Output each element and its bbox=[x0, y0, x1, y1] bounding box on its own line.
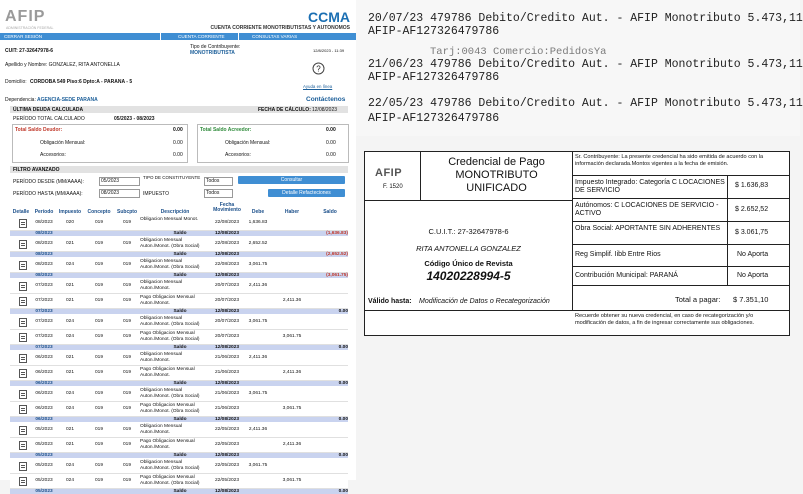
help-icon[interactable] bbox=[312, 62, 325, 75]
header-concepto: Concepto bbox=[87, 209, 111, 215]
ccma-header bbox=[0, 0, 356, 32]
item-iibb: Reg Simplif. Iibb Entre Rios bbox=[575, 251, 661, 258]
document-icon[interactable] bbox=[19, 477, 27, 486]
impuesto-cell: 021 bbox=[65, 298, 74, 303]
statement-line: 21/06/23 479786 Debito/Credito Aut. - AFIP Monotributo 5.473,11 bbox=[368, 58, 803, 71]
impuesto-cell: 024 bbox=[65, 319, 74, 324]
subcpto-cell: 019 bbox=[122, 406, 131, 411]
oblig-right-value: 0.00 bbox=[326, 140, 336, 146]
saldo-label: Saldo bbox=[173, 381, 187, 386]
saldo-label: Saldo bbox=[173, 417, 187, 422]
debe-cell: 2,411.36 bbox=[248, 427, 268, 432]
credencial-cuit: C.U.I.T.: 27-32647978-6 bbox=[428, 227, 509, 236]
consultar-button[interactable]: Consultar bbox=[238, 176, 345, 184]
fecha-cell: 22/08/2023 bbox=[214, 262, 239, 267]
concepto-cell: 019 bbox=[94, 241, 103, 246]
concepto-cell: 019 bbox=[94, 427, 103, 432]
fecha-cell: 22/08/2023 bbox=[214, 241, 239, 246]
desde-label: PERÍODO DESDE (MM/AAAA): bbox=[13, 179, 84, 185]
tab-cuenta-corriente[interactable]: CUENTA CORRIENTE bbox=[178, 34, 225, 39]
detalle-refacteciones-button[interactable]: Detalle Refacteciones bbox=[268, 189, 345, 197]
saldo-value: 0.00 bbox=[338, 489, 348, 494]
descripcion-cell: Pago Obligacion Mensual Auton./Monot. bbox=[140, 439, 195, 450]
saldo-row bbox=[10, 252, 348, 257]
period-cell: 06/2023 bbox=[35, 391, 53, 396]
haber-cell: 2,411.36 bbox=[282, 298, 302, 303]
subcpto-cell: 019 bbox=[122, 319, 131, 324]
oblig-left-label: Obligación Mensual: bbox=[40, 140, 86, 146]
filtro-bar bbox=[10, 166, 348, 173]
credencial-afip-logo: AFIP bbox=[375, 167, 403, 179]
table-row bbox=[10, 258, 348, 273]
saldo-deudor-value: 0.00 bbox=[173, 127, 183, 133]
haber-cell: 3,061.75 bbox=[282, 334, 302, 339]
descripcion-cell: Pago Obligacion Mensual Auton./Monot. (Obra Social) bbox=[140, 475, 200, 486]
fecha-cell: 21/06/2023 bbox=[214, 391, 239, 396]
concepto-cell: 019 bbox=[94, 298, 103, 303]
subcpto-cell: 019 bbox=[122, 220, 131, 225]
acces-left-label: Accesorios: bbox=[40, 152, 66, 158]
table-row bbox=[10, 237, 348, 252]
saldo-label: Saldo bbox=[173, 453, 187, 458]
statement-line: AFIP-AF127326479786 bbox=[368, 25, 500, 38]
item-autonomos-value: $ 2.652,52 bbox=[735, 206, 769, 213]
concepto-cell: 019 bbox=[94, 334, 103, 339]
saldo-value: 0.00 bbox=[338, 453, 348, 458]
saldo-fecha: 12/08/2023 bbox=[214, 273, 239, 278]
debe-cell: 3,061.75 bbox=[248, 391, 268, 396]
impuesto-cell: 024 bbox=[65, 391, 74, 396]
table-row bbox=[10, 387, 348, 402]
table-row bbox=[10, 216, 348, 231]
descripcion-cell: Pago Obligacion Mensual Auton./Monot. bbox=[140, 295, 195, 306]
period-cell: 08/2023 bbox=[35, 241, 53, 246]
hasta-input[interactable]: 08/2023 bbox=[99, 189, 140, 198]
fecha-cell: 20/07/2023 bbox=[214, 334, 239, 339]
statement-line: AFIP-AF127326479786 bbox=[368, 71, 500, 84]
fecha-calculo-label: FECHA DE CÁLCULO: bbox=[258, 107, 311, 113]
debe-cell: 2,411.36 bbox=[248, 283, 268, 288]
oblig-right-label: Obligación Mensual: bbox=[225, 140, 271, 146]
concepto-cell: 019 bbox=[94, 478, 103, 483]
table-row bbox=[10, 423, 348, 438]
credencial-footer: Recuerde obtener su nueva credencial, en caso de recategorización y/o modificación de datos, a fin de ingresar correctamente sus obligaciones. bbox=[575, 313, 755, 326]
impuesto-select-value: Todos bbox=[206, 190, 220, 196]
saldo-period: 07/2023 bbox=[35, 309, 53, 314]
document-icon[interactable] bbox=[19, 240, 27, 249]
bank-statement-photo bbox=[356, 0, 803, 136]
fecha-cell: 22/08/2023 bbox=[214, 220, 239, 225]
impuesto-cell: 024 bbox=[65, 478, 74, 483]
impuesto-cell: 021 bbox=[65, 442, 74, 447]
saldo-row bbox=[10, 453, 348, 458]
table-row bbox=[10, 294, 348, 309]
saldo-period: 08/2023 bbox=[35, 231, 53, 236]
fecha-cell: 20/07/2023 bbox=[214, 283, 239, 288]
document-icon[interactable] bbox=[19, 297, 27, 306]
subcpto-cell: 019 bbox=[122, 262, 131, 267]
saldo-label: Saldo bbox=[173, 252, 187, 257]
saldo-period: 07/2023 bbox=[35, 345, 53, 350]
fecha-cell: 21/06/2023 bbox=[214, 370, 239, 375]
item-impuesto-integrado: Impuesto Integrado: Categoría C LOCACIONES DE SERVICIO bbox=[575, 179, 725, 194]
saldo-value: (3,061.75) bbox=[326, 273, 348, 278]
saldo-acreedor-label: Total Saldo Acreedor: bbox=[200, 127, 252, 133]
help-link[interactable]: Ayuda en línea bbox=[303, 84, 333, 89]
ultima-deuda-label: ÚLTIMA DEUDA CALCULADA bbox=[13, 107, 84, 113]
debe-cell: 3,061.75 bbox=[248, 262, 268, 267]
fecha-calculo-value: 12/08/2023 bbox=[312, 107, 338, 113]
saldo-fecha: 12/08/2023 bbox=[214, 252, 239, 257]
period-cell: 08/2023 bbox=[35, 220, 53, 225]
period-cell: 07/2023 bbox=[35, 283, 53, 288]
subcpto-cell: 019 bbox=[122, 334, 131, 339]
document-icon[interactable] bbox=[19, 426, 27, 435]
subcpto-cell: 019 bbox=[122, 298, 131, 303]
header-fecha: Fecha Movimiento bbox=[213, 202, 241, 213]
descripcion-cell: Obligacion Mensual Auton./Monot. bbox=[140, 280, 183, 291]
table-row bbox=[10, 330, 348, 345]
item-autonomos: Autónomos: C LOCACIONES DE SERVICIO - ACTIVO bbox=[575, 202, 719, 217]
fecha-cell: 20/07/2023 bbox=[214, 319, 239, 324]
cuit-label: CUIT: 27-32647978-6 bbox=[5, 48, 54, 54]
credencial-nombre: RITA ANTONELLA GONZALEZ bbox=[416, 244, 521, 253]
subcpto-cell: 019 bbox=[122, 442, 131, 447]
dependencia-value: AGENCIA-SEDE PARANA bbox=[37, 97, 98, 103]
document-icon[interactable] bbox=[19, 354, 27, 363]
saldo-period: 05/2023 bbox=[35, 453, 53, 458]
debe-cell: 3,061.75 bbox=[248, 463, 268, 468]
impuesto-cell: 021 bbox=[65, 241, 74, 246]
saldo-value: 0.00 bbox=[338, 381, 348, 386]
total-value: $ 7.351,10 bbox=[733, 295, 769, 304]
statement-line: AFIP-AF127326479786 bbox=[368, 112, 500, 125]
debe-cell: 2,652.52 bbox=[248, 241, 268, 246]
saldo-row bbox=[10, 273, 348, 278]
table-row bbox=[10, 459, 348, 474]
descripcion-cell: Pago Obligacion Mensual Auton./Monot. (Obra Social) bbox=[140, 331, 200, 342]
concepto-cell: 019 bbox=[94, 442, 103, 447]
header-haber: Haber bbox=[284, 209, 300, 215]
ccma-subtitle: CUENTA CORRIENTE MONOTRIBUTISTAS Y AUTONOMOS bbox=[210, 25, 350, 31]
subcpto-cell: 019 bbox=[122, 427, 131, 432]
top-nav-bar bbox=[0, 33, 356, 40]
table-row bbox=[10, 279, 348, 294]
descripcion-cell: Obligacion Mensual Auton./Monot. (Obra Social) bbox=[140, 388, 200, 399]
haber-cell: 2,411.36 bbox=[282, 370, 302, 375]
saldo-label: Saldo bbox=[173, 309, 187, 314]
ccma-panel bbox=[0, 0, 356, 494]
domicilio-value: CORDOBA 549 Piso:6 Dpto:A - PARANA - 5 bbox=[30, 79, 133, 85]
fecha-cell: 20/07/2023 bbox=[214, 298, 239, 303]
period-cell: 06/2023 bbox=[35, 406, 53, 411]
fecha-cell: 21/06/2023 bbox=[214, 406, 239, 411]
saldo-value: (2,652.52) bbox=[326, 252, 348, 257]
descripcion-cell: Obligacion Mensual Monot. bbox=[140, 217, 199, 222]
item-iibb-value: No Aporta bbox=[737, 251, 769, 258]
table-row bbox=[10, 438, 348, 453]
impuesto-filter-label: IMPUESTO bbox=[143, 191, 170, 197]
header-subcpto: Subcpto bbox=[117, 209, 137, 215]
svg-text:?: ? bbox=[316, 64, 321, 74]
tipo-constituyente-select[interactable] bbox=[204, 177, 233, 186]
debe-cell: 1,636.83 bbox=[248, 220, 268, 225]
debe-cell: 2,411.36 bbox=[248, 355, 268, 360]
hasta-label: PERÍODO HASTA (MM/AAAA): bbox=[13, 191, 83, 197]
concepto-cell: 019 bbox=[94, 355, 103, 360]
contactenos-link[interactable]: Contáctenos bbox=[306, 96, 346, 103]
period-cell: 08/2023 bbox=[35, 262, 53, 267]
subcpto-cell: 019 bbox=[122, 463, 131, 468]
impuesto-select[interactable] bbox=[204, 189, 233, 198]
periodo-total-value: 05/2023 - 08/2023 bbox=[114, 116, 155, 122]
document-icon[interactable] bbox=[19, 219, 27, 228]
statement-line: 20/07/23 479786 Debito/Credito Aut. - AFIP Monotributo 5.473,11 bbox=[368, 12, 803, 25]
haber-cell: 2,411.36 bbox=[282, 442, 302, 447]
concepto-cell: 019 bbox=[94, 370, 103, 375]
domicilio-label: Domicilio: bbox=[5, 79, 27, 85]
saldo-row bbox=[10, 345, 348, 350]
codigo-unico-value: 14020228994-5 bbox=[426, 269, 511, 283]
impuesto-cell: 020 bbox=[65, 220, 74, 225]
document-icon[interactable] bbox=[19, 369, 27, 378]
concepto-cell: 019 bbox=[94, 220, 103, 225]
concepto-cell: 019 bbox=[94, 463, 103, 468]
ccma-title: CCMA bbox=[308, 9, 350, 25]
item-obra-social: Obra Social: APORTANTE SIN ADHERENTES bbox=[575, 225, 721, 232]
saldo-deudor-label: Total Saldo Deudor: bbox=[15, 127, 63, 133]
descripcion-cell: Obligacion Mensual Auton./Monot. bbox=[140, 424, 183, 435]
document-icon[interactable] bbox=[19, 282, 27, 291]
saldo-fecha: 12/08/2023 bbox=[214, 309, 239, 314]
saldo-row bbox=[10, 381, 348, 386]
saldo-row bbox=[10, 417, 348, 422]
acces-right-label: Accesorios: bbox=[225, 152, 251, 158]
document-icon[interactable] bbox=[19, 261, 27, 270]
period-cell: 07/2023 bbox=[35, 334, 53, 339]
table-row bbox=[10, 351, 348, 366]
impuesto-cell: 024 bbox=[65, 334, 74, 339]
descripcion-cell: Obligacion Mensual Auton./Monot. (Obra Social) bbox=[140, 460, 200, 471]
descripcion-cell: Obligacion Mensual Auton./Monot. (Obra Social) bbox=[140, 259, 200, 270]
saldo-label: Saldo bbox=[173, 489, 187, 494]
logout-link[interactable]: CERRAR SESIÓN bbox=[4, 34, 43, 39]
tipo-select-value: Todos bbox=[206, 178, 220, 184]
tab-consultas-varias[interactable]: CONSULTAS VARIAS bbox=[252, 34, 298, 39]
period-cell: 05/2023 bbox=[35, 442, 53, 447]
saldo-label: Saldo bbox=[173, 273, 187, 278]
document-icon[interactable] bbox=[19, 333, 27, 342]
document-icon[interactable] bbox=[19, 318, 27, 327]
credencial-nota: Sr. Contribuyente: La presente credencial ha sido emitida de acuerdo con la información declarada.Montos vigentes a la fecha de emisión. bbox=[575, 154, 764, 167]
document-icon[interactable] bbox=[19, 405, 27, 414]
codigo-unico-label: Código Único de Revista bbox=[424, 259, 513, 268]
period-cell: 05/2023 bbox=[35, 478, 53, 483]
saldo-row bbox=[10, 231, 348, 236]
credencial-de-pago bbox=[364, 151, 790, 336]
table-row bbox=[10, 315, 348, 330]
subcpto-cell: 019 bbox=[122, 283, 131, 288]
impuesto-cell: 021 bbox=[65, 355, 74, 360]
saldo-value: 0.00 bbox=[338, 345, 348, 350]
saldo-label: Saldo bbox=[173, 231, 187, 236]
debe-cell: 3,061.75 bbox=[248, 319, 268, 324]
subcpto-cell: 019 bbox=[122, 355, 131, 360]
header-debe: Debe bbox=[251, 209, 265, 215]
descripcion-cell: Pago Obligacion Mensual Auton./Monot. bbox=[140, 367, 195, 378]
descripcion-cell: Obligacion Mensual Auton./Monot. (Obra Social) bbox=[140, 238, 200, 249]
valido-label: Válido hasta: bbox=[368, 298, 412, 305]
tipo-contribuyente-label: Tipo de Contribuyente: bbox=[190, 44, 241, 50]
periodo-total-label: PERÍODO TOTAL CALCULADO bbox=[13, 116, 85, 122]
saldo-period: 06/2023 bbox=[35, 381, 53, 386]
concepto-cell: 019 bbox=[94, 319, 103, 324]
credencial-title-1: Credencial de Pago bbox=[448, 156, 545, 168]
saldo-value: 0.00 bbox=[338, 309, 348, 314]
saldo-fecha: 12/08/2023 bbox=[214, 381, 239, 386]
haber-cell: 3,061.75 bbox=[282, 478, 302, 483]
session-datetime: 12/8/2023 - 11:39 bbox=[313, 48, 345, 53]
fecha-cell: 21/06/2023 bbox=[214, 355, 239, 360]
oblig-left-value: 0.00 bbox=[173, 140, 183, 146]
statement-line: Tarj:0043 Comercio:PedidosYa bbox=[430, 46, 607, 58]
table-row bbox=[10, 474, 348, 489]
header-descripcion: Descripción bbox=[160, 209, 190, 215]
saldo-fecha: 12/08/2023 bbox=[214, 417, 239, 422]
period-cell: 06/2023 bbox=[35, 370, 53, 375]
descripcion-cell: Pago Obligacion Mensual Auton./Monot. (Obra Social) bbox=[140, 403, 200, 414]
period-cell: 05/2023 bbox=[35, 463, 53, 468]
fecha-cell: 22/05/2023 bbox=[214, 427, 239, 432]
subcpto-cell: 019 bbox=[122, 241, 131, 246]
table-row bbox=[10, 402, 348, 417]
afip-logo: AFIP bbox=[5, 8, 46, 25]
document-icon[interactable] bbox=[19, 390, 27, 399]
item-obra-social-value: $ 3.061,75 bbox=[735, 229, 769, 236]
saldo-acreedor-value: 0.00 bbox=[326, 127, 336, 133]
statement-line: 22/05/23 479786 Debito/Credito Aut. - AFIP Monotributo 5.473,11 bbox=[368, 97, 803, 110]
haber-cell: 3,061.75 bbox=[282, 406, 302, 411]
saldo-period: 05/2023 bbox=[35, 489, 53, 494]
valido-value: Modificación de Datos o Recategorización bbox=[419, 298, 550, 305]
impuesto-cell: 024 bbox=[65, 262, 74, 267]
saldo-value: (1,636.83) bbox=[326, 231, 348, 236]
header-impuesto: Impuesto bbox=[58, 209, 82, 215]
header-periodo: Período bbox=[34, 209, 54, 215]
descripcion-cell: Obligacion Mensual Auton./Monot. bbox=[140, 352, 183, 363]
item-municipal-value: No Aporta bbox=[737, 272, 769, 279]
total-label: Total a pagar: bbox=[675, 295, 721, 304]
saldo-period: 08/2023 bbox=[35, 273, 53, 278]
tipo-contribuyente-value: MONOTRIBUTISTA bbox=[190, 50, 235, 56]
saldo-fecha: 12/08/2023 bbox=[214, 345, 239, 350]
saldo-row bbox=[10, 309, 348, 314]
acces-left-value: 0.00 bbox=[173, 152, 183, 158]
fecha-cell: 22/05/2023 bbox=[214, 463, 239, 468]
dependencia-label: Dependencia: bbox=[5, 97, 36, 103]
impuesto-cell: 021 bbox=[65, 283, 74, 288]
impuesto-cell: 021 bbox=[65, 370, 74, 375]
saldo-fecha: 12/08/2023 bbox=[214, 453, 239, 458]
concepto-cell: 019 bbox=[94, 262, 103, 267]
fecha-cell: 22/05/2023 bbox=[214, 442, 239, 447]
period-cell: 07/2023 bbox=[35, 319, 53, 324]
tipo-constituyente-label: TIPO DE CONSTITUYENTE bbox=[143, 175, 201, 180]
acces-right-value: 0.00 bbox=[326, 152, 336, 158]
period-cell: 05/2023 bbox=[35, 427, 53, 432]
saldo-row bbox=[10, 489, 348, 494]
saldo-label: Saldo bbox=[173, 345, 187, 350]
saldo-period: 06/2023 bbox=[35, 417, 53, 422]
impuesto-cell: 021 bbox=[65, 427, 74, 432]
concepto-cell: 019 bbox=[94, 283, 103, 288]
subcpto-cell: 019 bbox=[122, 370, 131, 375]
nombre-label: Apellido y Nombre: GONZALEZ, RITA ANTONELLA bbox=[5, 62, 120, 68]
credencial-title-2: MONOTRIBUTO bbox=[455, 169, 538, 181]
document-icon[interactable] bbox=[19, 462, 27, 471]
impuesto-cell: 024 bbox=[65, 463, 74, 468]
form-number: F. 1520 bbox=[383, 184, 403, 190]
saldo-period: 08/2023 bbox=[35, 252, 53, 257]
period-cell: 06/2023 bbox=[35, 355, 53, 360]
fecha-cell: 22/05/2023 bbox=[214, 478, 239, 483]
document-icon[interactable] bbox=[19, 441, 27, 450]
period-cell: 07/2023 bbox=[35, 298, 53, 303]
filtro-label: FILTRO AVANZADO bbox=[13, 167, 60, 173]
item-impuesto-integrado-value: $ 1.636,83 bbox=[735, 182, 769, 189]
header-detalle: Detalle bbox=[12, 209, 30, 215]
desde-input[interactable]: 05/2023 bbox=[99, 177, 140, 186]
subcpto-cell: 019 bbox=[122, 391, 131, 396]
item-municipal: Contribución Municipal: PARANÁ bbox=[575, 272, 678, 279]
subcpto-cell: 019 bbox=[122, 478, 131, 483]
afip-logo-subtitle: ADMINISTRACIÓN FEDERAL bbox=[6, 26, 54, 30]
header-saldo: Saldo bbox=[323, 209, 337, 215]
credencial-title-3: UNIFICADO bbox=[466, 182, 527, 194]
saldo-fecha: 12/08/2023 bbox=[214, 231, 239, 236]
saldo-value: 0.00 bbox=[338, 417, 348, 422]
impuesto-cell: 024 bbox=[65, 406, 74, 411]
concepto-cell: 019 bbox=[94, 406, 103, 411]
descripcion-cell: Obligacion Mensual Auton./Monot. (Obra Social) bbox=[140, 316, 200, 327]
concepto-cell: 019 bbox=[94, 391, 103, 396]
table-row bbox=[10, 366, 348, 381]
saldo-fecha: 12/08/2023 bbox=[214, 489, 239, 494]
